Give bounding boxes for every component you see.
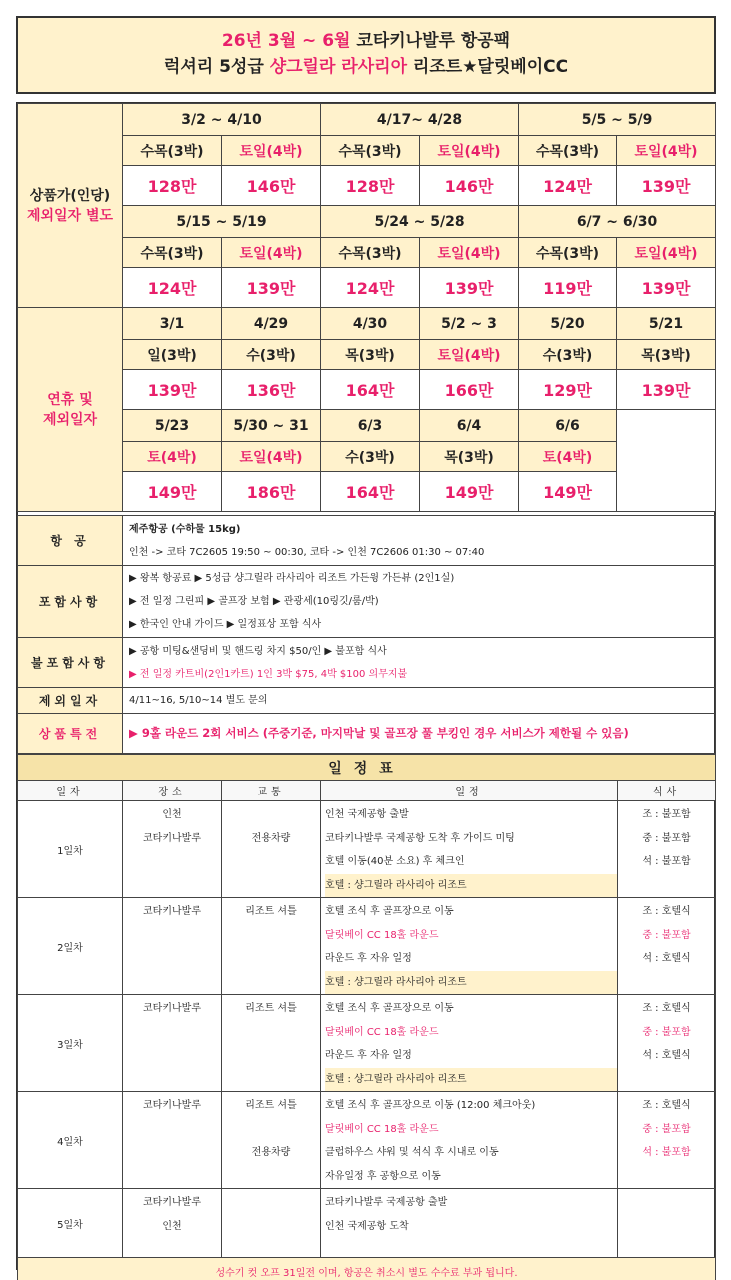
day-place — [123, 1189, 222, 1258]
title-grade: 럭셔리 5성급 — [163, 57, 264, 77]
schedule-item: 라운드 후 자유 일정 — [325, 1050, 412, 1061]
transport-line: 전용차량 — [251, 1147, 291, 1158]
nights-label: 수목(3박) — [321, 136, 420, 166]
schedule-item: 코타키나발루 국제공항 출발 — [325, 1197, 448, 1208]
holiday-date: 5/21 — [617, 308, 716, 340]
day-place — [123, 995, 222, 1092]
title-line-2 — [18, 54, 714, 80]
schedule-item: 자유일정 후 공항으로 이동 — [325, 1170, 441, 1182]
exclusion-dates-label: 제외일자 — [18, 688, 123, 714]
holiday-nights: 목(3박) — [617, 340, 716, 370]
day-schedule — [321, 801, 618, 898]
meal-line: 중 : 불포함 — [642, 1123, 691, 1135]
day-schedule — [321, 1092, 618, 1189]
holiday-nights: 토(4박) — [123, 442, 222, 472]
schedule-item: 인천 국제공항 출발 — [325, 809, 409, 820]
day-transport — [222, 898, 321, 995]
schedule-item: 달릿베이 CC 18홀 라운드 — [325, 1123, 439, 1135]
schedule-item: 호텔 이동(40분 소요) 후 체크인 — [325, 856, 465, 867]
price-value: 146만 — [420, 166, 519, 206]
day-meals — [618, 995, 716, 1092]
holiday-price: 129만 — [519, 370, 617, 410]
nights-label: 수목(3박) — [123, 136, 222, 166]
included-info — [123, 566, 716, 638]
holiday-nights: 수(3박) — [321, 442, 420, 472]
holiday-date: 4/30 — [321, 308, 420, 340]
holiday-date: 5/20 — [519, 308, 617, 340]
day-schedule — [321, 1189, 618, 1258]
excluded-info — [123, 638, 716, 688]
price-value: 139만 — [617, 166, 716, 206]
holiday-nights: 목(3박) — [420, 442, 519, 472]
flight-airline: 제주항공 (수하물 15kg) — [129, 523, 241, 535]
hotel-item: 호텔 : 샹그릴라 라사리아 리조트 — [325, 971, 617, 995]
nights-label: 토일(4박) — [617, 136, 716, 166]
holiday-price: 139만 — [617, 370, 716, 410]
transport-line: 리조트 셔틀 — [245, 1003, 297, 1014]
schedule-item: 라운드 후 자유 일정 — [325, 953, 412, 964]
holiday-label-cell — [18, 308, 123, 512]
day-transport — [222, 801, 321, 898]
meal-line: 조 : 호텔식 — [642, 1003, 691, 1014]
transport-line: 리조트 셔틀 — [245, 1100, 297, 1111]
day-label: 5일차 — [18, 1189, 123, 1258]
holiday-price: 186만 — [222, 472, 321, 512]
holiday-label: 연휴 및 — [47, 391, 93, 408]
price-value: 139만 — [222, 268, 321, 308]
transport-line: 전용차량 — [251, 832, 291, 844]
title-resort: 샹그릴라 라사리아 — [269, 57, 407, 77]
period-date: 6/7 ~ 6/30 — [519, 206, 716, 238]
empty-cell — [617, 410, 716, 512]
meal-line: 조 : 불포함 — [642, 809, 691, 820]
day-transport — [222, 1189, 321, 1258]
period-date: 3/2 ~ 4/10 — [123, 104, 321, 136]
day-transport — [222, 995, 321, 1092]
transport-line — [222, 1118, 320, 1142]
day-label: 2일차 — [18, 898, 123, 995]
price-value: 124만 — [123, 268, 222, 308]
nights-label: 수목(3박) — [123, 238, 222, 268]
schedule-item: 호텔 조식 후 골프장으로 이동 (12:00 체크아웃) — [325, 1100, 536, 1111]
holiday-date: 6/6 — [519, 410, 617, 442]
hotel-item: 호텔 : 샹그릴라 라사리아 리조트 — [325, 874, 617, 898]
day-meals — [618, 801, 716, 898]
holiday-date: 4/29 — [222, 308, 321, 340]
day-label: 3일차 — [18, 995, 123, 1092]
holiday-date: 6/3 — [321, 410, 420, 442]
price-label: 상품가(인당) — [29, 187, 111, 204]
day-place — [123, 898, 222, 995]
schedule-footer-note: 성수기 컷 오프 31일전 이며, 항공은 취소시 별도 수수료 부과 됩니다. — [18, 1258, 716, 1280]
place-line: 코타키나발루 — [143, 1100, 201, 1111]
holiday-label: 제외일자 — [42, 411, 98, 428]
nights-label: 토일(4박) — [420, 238, 519, 268]
included-line: ▶ 한국인 안내 가이드 ▶ 일정표상 포함 식사 — [129, 619, 322, 630]
exclusion-dates: 4/11~16, 5/10~14 별도 문의 — [123, 688, 716, 714]
price-value: 139만 — [617, 268, 716, 308]
transport-line — [222, 803, 320, 827]
schedule-item: 호텔 조식 후 골프장으로 이동 — [325, 1003, 454, 1014]
period-date: 5/24 ~ 5/28 — [321, 206, 519, 238]
holiday-table — [17, 307, 716, 512]
holiday-price: 164만 — [321, 370, 420, 410]
holiday-nights: 수(3박) — [222, 340, 321, 370]
flight-times: 인천 -> 코타 7C2605 19:50 ~ 00:30, 코타 -> 인천 7C2606 01:30 ~ 07:40 — [129, 546, 485, 558]
price-value: 119만 — [519, 268, 617, 308]
nights-label: 토일(4박) — [222, 238, 321, 268]
holiday-date: 6/4 — [420, 410, 519, 442]
nights-label: 수목(3박) — [519, 136, 617, 166]
col-header-day: 일자 — [18, 781, 123, 801]
excluded-label: 불포함사항 — [18, 638, 123, 688]
day-transport — [222, 1092, 321, 1189]
holiday-price: 139만 — [123, 370, 222, 410]
schedule-item: 달릿베이 CC 18홀 라운드 — [325, 929, 439, 941]
schedule-item: 호텔 조식 후 골프장으로 이동 — [325, 906, 454, 917]
price-value: 128만 — [321, 166, 420, 206]
meal-line: 석 : 불포함 — [642, 1147, 691, 1158]
day-meals — [618, 1092, 716, 1189]
col-header-schedule: 일정 — [321, 781, 618, 801]
day-label: 4일차 — [18, 1092, 123, 1189]
meal-line: 석 : 불포함 — [642, 856, 691, 867]
day-schedule — [321, 898, 618, 995]
special-text: ▶ 9홀 라운드 2회 서비스 (주중기준, 마지막날 및 골프장 풀 부킹인 경우 서비스가 제한될 수 있음) — [123, 714, 716, 754]
day-place — [123, 801, 222, 898]
price-sublabel: 제외일자 별도 — [26, 207, 114, 224]
title-golf: 리조트★달릿베이CC — [412, 57, 569, 77]
excluded-line: ▶ 전 일정 카트비(2인1카트) 1인 3박 $75, 4박 $100 의무지불 — [129, 668, 408, 680]
holiday-price: 149만 — [123, 472, 222, 512]
day-meals — [618, 898, 716, 995]
holiday-price: 149만 — [519, 472, 617, 512]
meal-line: 조 : 호텔식 — [642, 1100, 691, 1111]
place-line: 코타키나발루 — [143, 906, 201, 917]
hotel-item: 호텔 : 샹그릴라 라사리아 리조트 — [325, 1068, 617, 1092]
meal-line: 석 : 호텔식 — [642, 1050, 691, 1061]
price-label-cell — [18, 104, 123, 308]
included-line: ▶ 전 일정 그린피 ▶ 골프장 보험 ▶ 관광세(10링깃/룸/박) — [129, 596, 379, 607]
place-line: 코타키나발루 — [143, 1003, 201, 1014]
holiday-date: 5/23 — [123, 410, 222, 442]
place-line: 코타키나발루 — [143, 832, 201, 844]
nights-label: 토일(4박) — [420, 136, 519, 166]
nights-label: 토일(4박) — [222, 136, 321, 166]
holiday-price: 164만 — [321, 472, 420, 512]
title-product: 코타키나발루 항공팩 — [356, 31, 511, 51]
price-value: 146만 — [222, 166, 321, 206]
period-date: 4/17~ 4/28 — [321, 104, 519, 136]
title-dates: 26년 3월 ~ 6월 — [221, 31, 351, 51]
period-date: 5/15 ~ 5/19 — [123, 206, 321, 238]
holiday-price: 149만 — [420, 472, 519, 512]
day-label: 1일차 — [18, 801, 123, 898]
holiday-date: 5/2 ~ 3 — [420, 308, 519, 340]
day-schedule — [321, 995, 618, 1092]
title-line-1 — [18, 28, 714, 54]
holiday-nights: 토(4박) — [519, 442, 617, 472]
place-line: 인천 — [162, 809, 182, 820]
period-date: 5/5 ~ 5/9 — [519, 104, 716, 136]
day-meals — [618, 1189, 716, 1258]
meal-line: 조 : 호텔식 — [642, 906, 691, 917]
day-place — [123, 1092, 222, 1189]
special-label: 상품특전 — [18, 714, 123, 754]
col-header-place: 장소 — [123, 781, 222, 801]
holiday-nights: 토일(4박) — [420, 340, 519, 370]
meal-line: 중 : 불포함 — [642, 832, 691, 844]
holiday-date: 3/1 — [123, 308, 222, 340]
transport-line: 리조트 셔틀 — [245, 906, 297, 917]
holiday-price: 136만 — [222, 370, 321, 410]
holiday-date: 5/30 ~ 31 — [222, 410, 321, 442]
holiday-nights: 목(3박) — [321, 340, 420, 370]
price-value: 124만 — [519, 166, 617, 206]
price-value: 124만 — [321, 268, 420, 308]
place-line: 인천 — [162, 1220, 182, 1232]
schedule-title: 일정표 — [18, 755, 716, 781]
info-table — [17, 515, 716, 754]
meal-line: 석 : 호텔식 — [642, 953, 691, 964]
schedule-item: 달릿베이 CC 18홀 라운드 — [325, 1026, 439, 1038]
holiday-nights: 수(3박) — [519, 340, 617, 370]
flight-label: 항 공 — [18, 516, 123, 566]
holiday-nights: 토일(4박) — [222, 442, 321, 472]
meal-line: 중 : 불포함 — [642, 929, 691, 941]
nights-label: 수목(3박) — [321, 238, 420, 268]
title-banner — [16, 16, 716, 94]
nights-label: 수목(3박) — [519, 238, 617, 268]
col-header-meals: 식사 — [618, 781, 716, 801]
holiday-nights: 일(3박) — [123, 340, 222, 370]
holiday-price: 166만 — [420, 370, 519, 410]
schedule-item: 코타키나발루 국제공항 도착 후 가이드 미팅 — [325, 832, 515, 844]
excluded-line: ▶ 공항 미팅&샌딩비 및 핸드링 차지 $50/인 ▶ 불포함 식사 — [129, 645, 387, 657]
included-label: 포함사항 — [18, 566, 123, 638]
schedule-table — [17, 754, 716, 1280]
schedule-item: 인천 국제공항 도착 — [325, 1220, 409, 1232]
price-table — [17, 103, 716, 308]
price-value: 128만 — [123, 166, 222, 206]
place-line: 코타키나발루 — [143, 1197, 201, 1208]
schedule-item: 클럽하우스 샤워 및 석식 후 시내로 이동 — [325, 1147, 499, 1158]
included-line: ▶ 왕복 항공료 ▶ 5성급 샹그릴라 라사리아 리조트 가든윙 가든뷰 (2인1실) — [129, 573, 455, 584]
price-value: 139만 — [420, 268, 519, 308]
flight-info — [123, 516, 716, 566]
col-header-transport: 교통 — [222, 781, 321, 801]
meal-line: 중 : 불포함 — [642, 1026, 691, 1038]
nights-label: 토일(4박) — [617, 238, 716, 268]
